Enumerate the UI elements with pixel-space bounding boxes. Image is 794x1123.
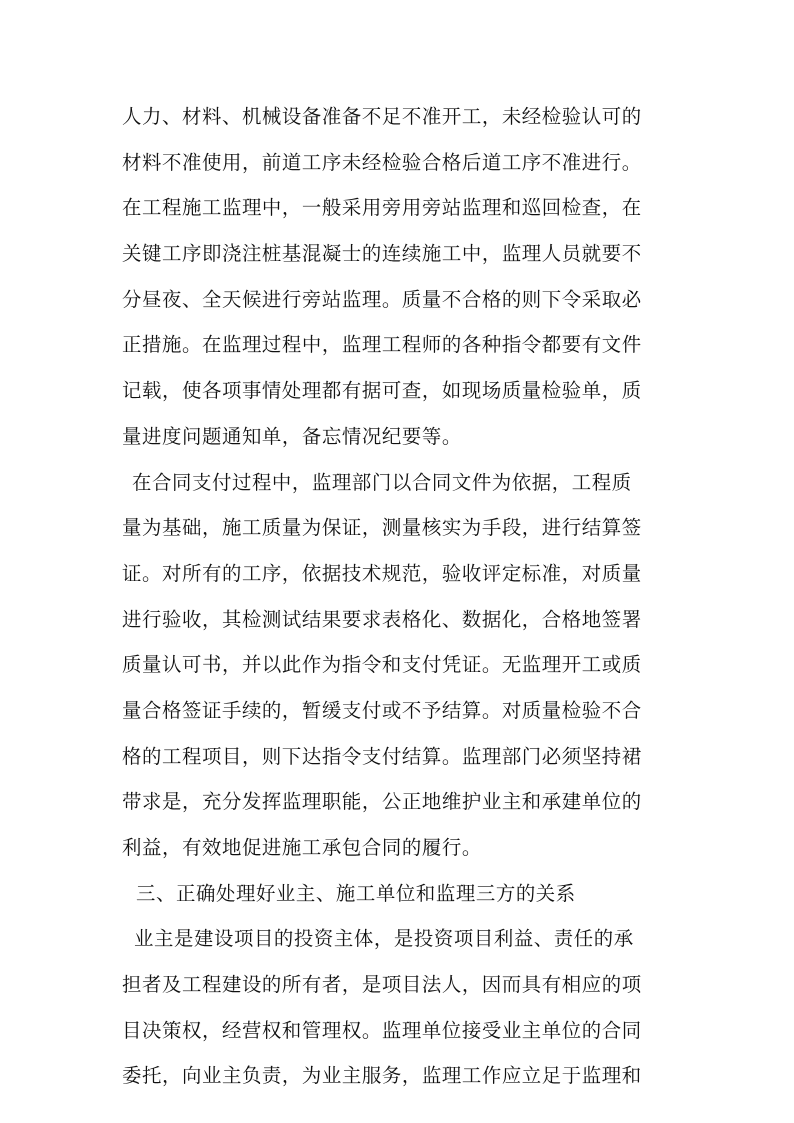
text-line: 量进度问题通知单，备忘情况纪要等。 <box>122 424 462 448</box>
text-line: 关键工序即浇注桩基混凝士的连续施工中，监理人员就要不 <box>122 242 642 266</box>
text-line: 带求是，充分发挥监理职能，公正地维护业主和承建单位的 <box>122 790 642 814</box>
text-line: 进行验收，其检测试结果要求表格化、数据化，合格地签署 <box>122 607 642 631</box>
text-line: 正措施。在监理过程中，监理工程师的各种指令都要有文件 <box>122 333 642 357</box>
text-line: 证。对所有的工序，依据技术规范，验收评定标准，对质量 <box>122 561 642 585</box>
text-line: 担者及工程建设的所有者，是项目法人，因而具有相应的项 <box>122 973 642 997</box>
section-heading: 三、正确处理好业主、施工单位和监理三方的关系 <box>136 881 576 905</box>
text-line: 人力、材料、机械设备准备不足不准开工，未经检验认可的 <box>122 105 642 128</box>
text-line: 目决策权，经营权和管理权。监理单位接受业主单位的合同 <box>122 1018 642 1042</box>
paragraph-start-line: 业主是建设项目的投资主体，是投资项目利益、责任的承 <box>134 927 634 951</box>
text-line: 量为基础，施工质量为保证，测量核实为手段，进行结算签 <box>122 516 642 540</box>
text-line: 利益，有效地促进施工承包合同的履行。 <box>122 836 482 859</box>
text-line: 分昼夜、全天候进行旁站监理。质量不合格的则下令采取必 <box>122 287 642 311</box>
document-body <box>122 99 687 1104</box>
paragraph-start-line: 在合同支付过程中，监理部门以合同文件为依据，工程质 <box>132 470 632 494</box>
text-line: 材料不准使用，前道工序未经检验合格后道工序不准进行。 <box>122 150 642 174</box>
text-line: 量合格签证手续的，暂缓支付或不予结算。对质量检验不合 <box>122 698 642 722</box>
text-line: 格的工程项目，则下达指令支付结算。监理部门必须坚持裙 <box>122 744 642 768</box>
text-line: 质量认可书，并以此作为指令和支付凭证。无监理开工或质 <box>122 653 642 677</box>
text-line: 委托，向业主负责，为业主服务，监理工作应立足于监理和 <box>122 1064 642 1088</box>
text-line: 记载，使各项事情处理都有据可查，如现场质量检验单，质 <box>122 379 642 403</box>
text-line: 在工程施工监理中，一般采用旁用旁站监理和巡回检查，在 <box>122 196 642 220</box>
